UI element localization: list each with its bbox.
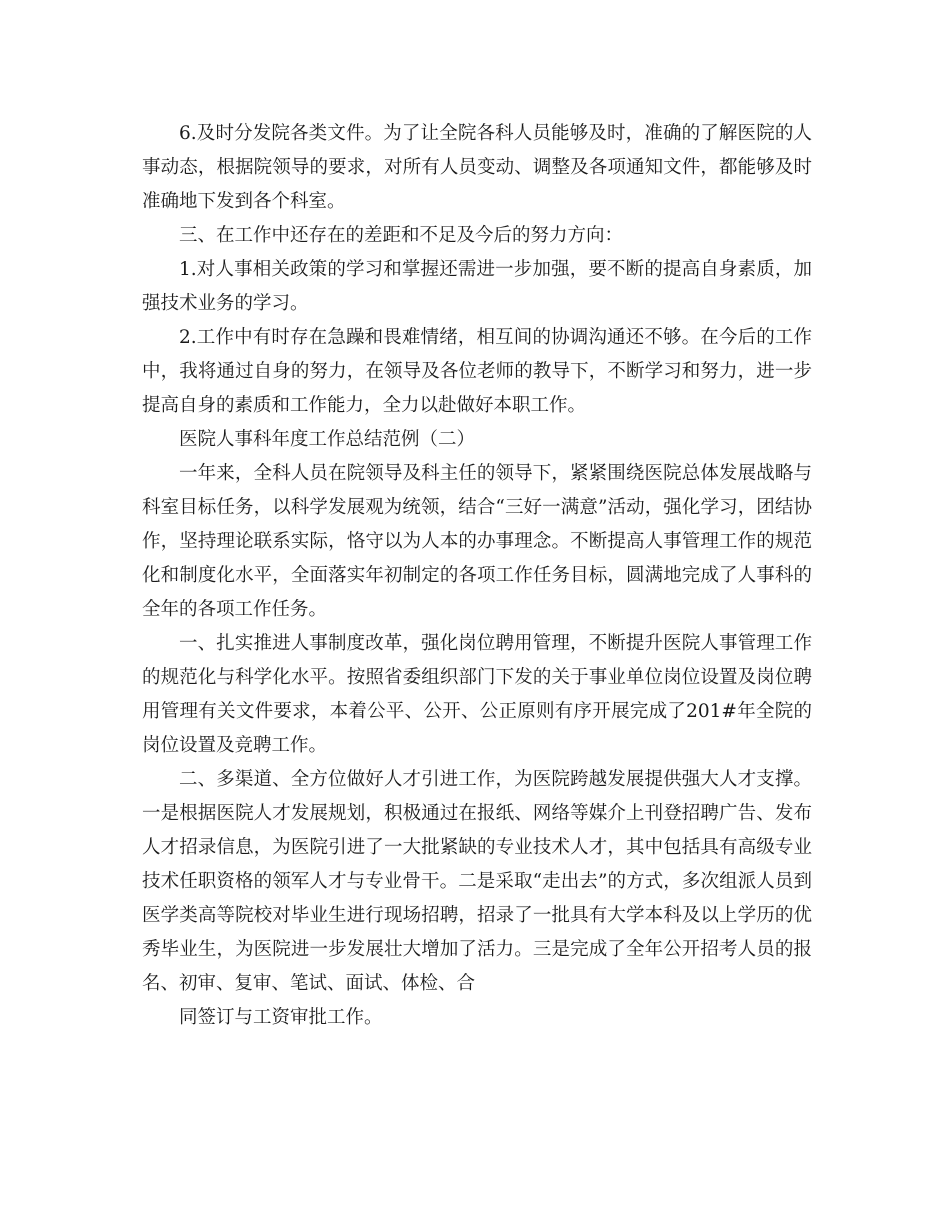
paragraph-improvement-2: 2.工作中有时存在急躁和畏难情绪，相互间的协调沟通还不够。在今后的工作中，我将通过自身的努力，在领导及各位老师的教导下，不断学习和努力，进一步提高自身的素质和工作能力，全力以赴做好本职工作。 [142, 327, 812, 416]
section-heading-shortcomings: 三、在工作中还存在的差距和不足及今后的努力方向： [179, 225, 624, 246]
paragraph-improvement-1: 1.对人事相关政策的学习和掌握还需进一步加强，要不断的提高自身素质，加强技术业务的学习。 [142, 259, 812, 314]
paragraph-intro: 一年来，全科人员在院领导及科主任的领导下，紧紧围绕医院总体发展战略与科室目标任务，以科学发展观为统领，结合“三好一满意”活动，强化学习，团结协作，坚持理论联系实际，恪守以为人本的办事理念。不断提高人事管理工作的规范化和制度化水平，全面落实年初制定的各项工作任务目标，圆满地完成了人事科的全年的各项工作任务。 [142, 463, 812, 620]
paragraph-continuation: 同签订与工资审批工作。 [179, 1007, 383, 1028]
document-subtitle: 医院人事科年度工作总结范例（二） [179, 429, 476, 450]
paragraph-item-6: 6.及时分发院各类文件。为了让全院各科人员能够及时，准确的了解医院的人事动态，根据院领导的要求，对所有人员变动、调整及各项通知文件，都能够及时准确地下发到各个科室。 [142, 123, 812, 212]
paragraph-section-2: 二、多渠道、全方位做好人才引进工作，为医院跨越发展提供强大人才支撑。一是根据医院人才发展规划，积极通过在报纸、网络等媒介上刊登招聘广告、发布人才招录信息，为医院引进了一大批紧缺的专业技术人才，其中包括具有高级专业技术任职资格的领军人才与专业骨干。二是采取“走出去”的方式，多次组派人员到医学类高等院校对毕业生进行现场招聘，招录了一批具有大学本科及以上学历的优秀毕业生，为医院进一步发展壮大增加了活力。三是完成了全年公开招考人员的报名、初审、复审、笔试、面试、体检、合 [142, 769, 812, 994]
paragraph-section-1: 一、扎实推进人事制度改革，强化岗位聘用管理，不断提升医院人事管理工作的规范化与科学化水平。按照省委组织部门下发的关于事业单位岗位设置及岗位聘用管理有关文件要求，本着公平、公开、公正原则有序开展完成了201#年全院的岗位设置及竞聘工作。 [142, 633, 812, 756]
document-body [142, 117, 812, 1035]
